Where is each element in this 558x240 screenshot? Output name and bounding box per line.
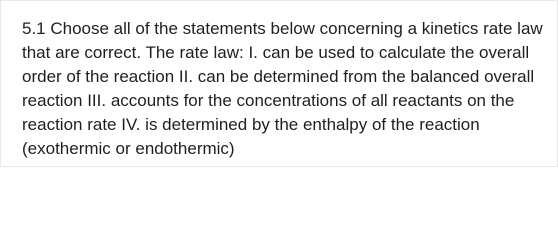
question-text: 5.1 Choose all of the statements below concerning a kinetics rate law that are correct. The rate law: I. can be used to calculate the overall order of the reaction II. can be determined from the balanced overall reaction III. accounts for the concentrations of all reactants on the reaction rate IV. is determined by the enthalpy of the reaction (exothermic or endothermic) — [22, 19, 543, 158]
